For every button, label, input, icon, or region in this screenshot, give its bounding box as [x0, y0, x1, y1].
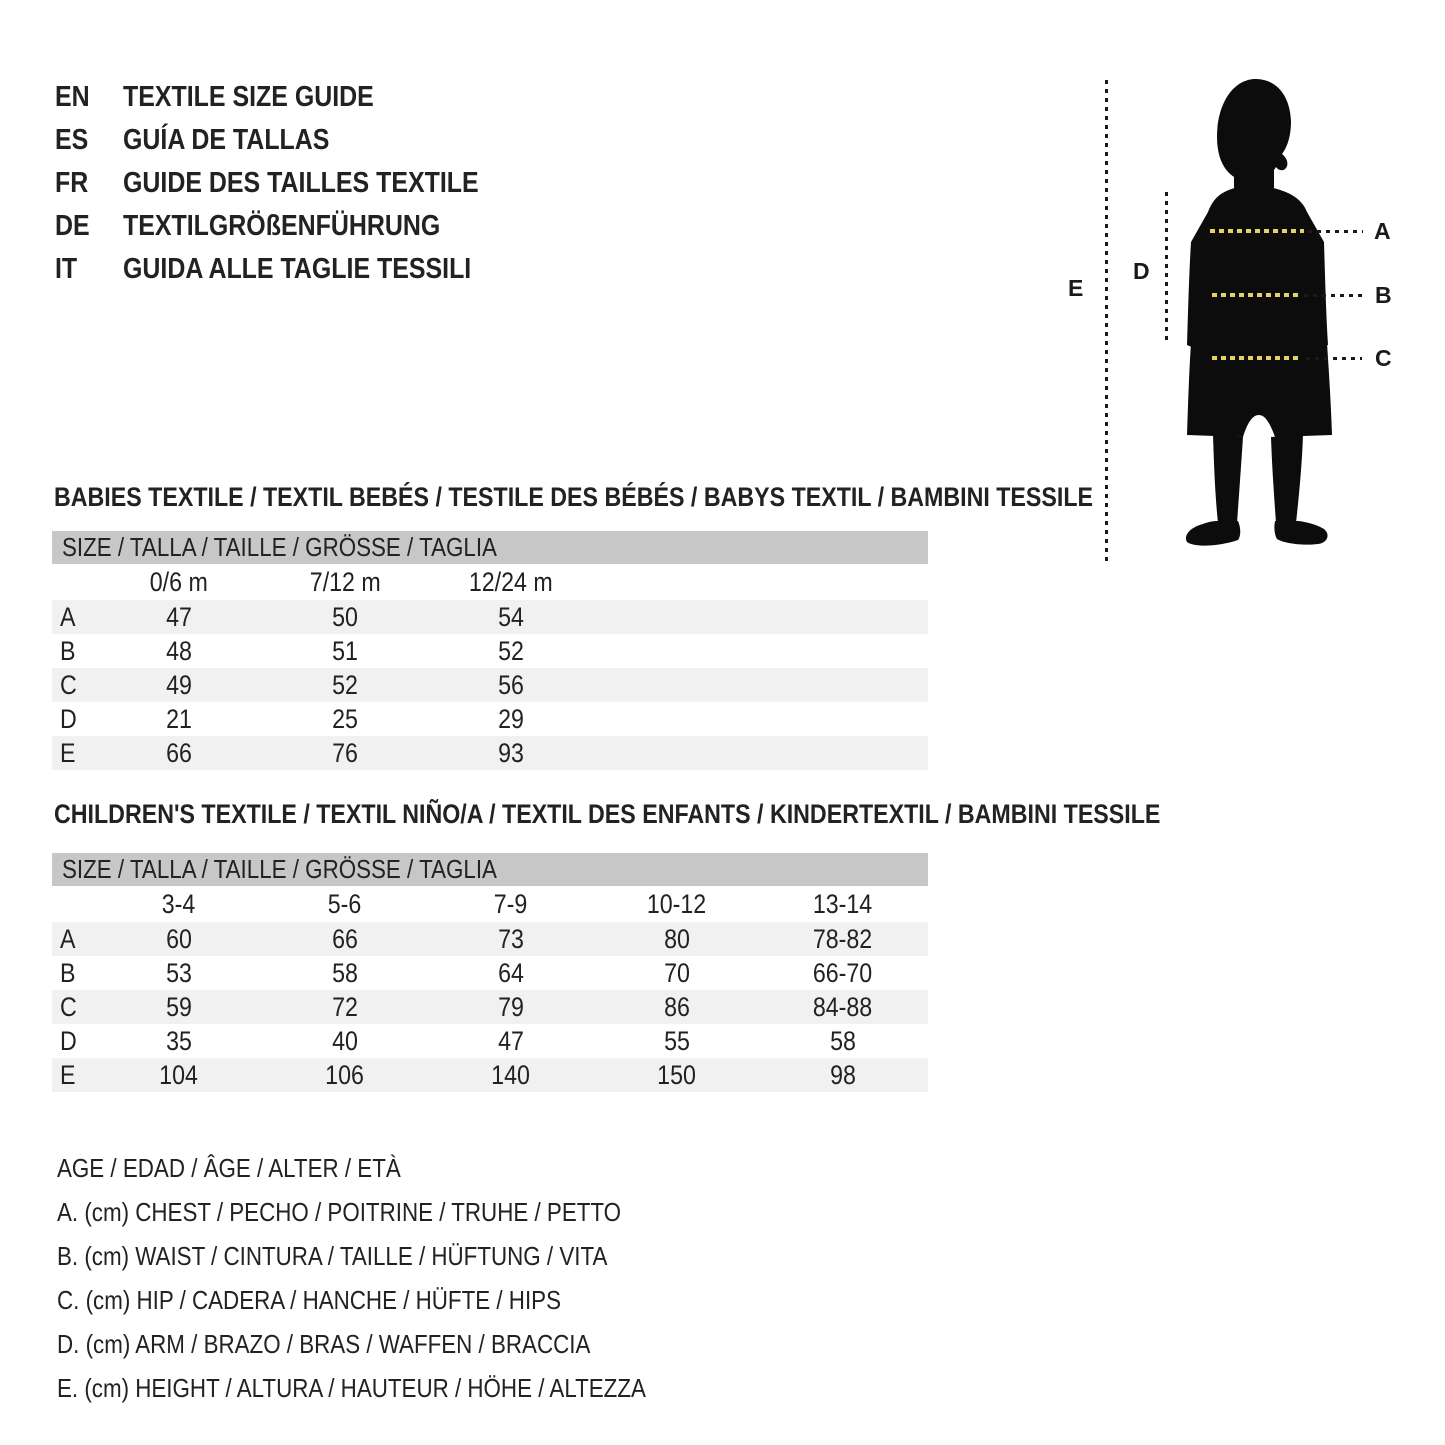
cell — [262, 958, 428, 989]
table-row-D — [52, 702, 928, 736]
lang-title-text: TEXTILGRÖßENFÜHRUNG — [123, 210, 441, 242]
silhouette-left-shoe — [1186, 521, 1240, 546]
legend-line-age — [57, 1146, 742, 1190]
babies-size-table — [52, 531, 928, 770]
cell-text: 106 — [325, 1059, 365, 1090]
cell — [594, 958, 760, 989]
cell-text: 21 — [166, 703, 192, 734]
lang-title-text: TEXTILE SIZE GUIDE — [123, 81, 374, 113]
cell-text: 50 — [332, 601, 358, 632]
cell-text: 60 — [166, 923, 192, 954]
table-row-A — [52, 922, 928, 956]
row-label-text: C — [60, 991, 77, 1022]
cell-text: 52 — [498, 635, 524, 666]
lang-row-de — [55, 205, 537, 248]
children-size-bar-text: SIZE / TALLA / TAILLE / GRÖSSE / TAGLIA — [62, 854, 497, 884]
row-label-text: C — [60, 669, 77, 700]
cell-text: 150 — [657, 1059, 697, 1090]
column-header-text: 5-6 — [328, 888, 362, 919]
lang-code — [55, 167, 123, 200]
cell — [760, 1060, 926, 1091]
row-label — [52, 704, 96, 735]
cell — [760, 958, 926, 989]
cell — [96, 738, 262, 769]
babies-section-heading — [54, 482, 1262, 513]
column-header — [760, 889, 926, 920]
cell-text: 58 — [332, 957, 358, 988]
cell-text: 40 — [332, 1025, 358, 1056]
waist-measure-dash-B — [1212, 293, 1300, 297]
lang-title-text: GUÍA DE TALLAS — [123, 124, 330, 156]
legend-line-text: B. (cm) WAIST / CINTURA / TAILLE / HÜFTUNG / VITA — [57, 1240, 608, 1271]
cell — [262, 636, 428, 667]
cell — [594, 992, 760, 1023]
cell — [428, 704, 594, 735]
legend-line-text: AGE / EDAD / ÂGE / ALTER / ETÀ — [57, 1152, 401, 1183]
cell — [96, 636, 262, 667]
measure-label-A: A — [1374, 218, 1391, 244]
children-size-bar — [52, 853, 928, 886]
waist-leader-dots-B — [1304, 294, 1362, 297]
legend-line-text: C. (cm) HIP / CADERA / HANCHE / HÜFTE / HIPS — [57, 1284, 561, 1315]
lang-code-text: DE — [55, 210, 90, 242]
cell — [96, 1026, 262, 1057]
lang-title — [123, 81, 415, 114]
cell — [96, 992, 262, 1023]
cell — [594, 924, 760, 955]
cell — [428, 992, 594, 1023]
cell — [428, 1060, 594, 1091]
cell — [428, 924, 594, 955]
lang-title — [123, 124, 363, 157]
row-label-text: B — [60, 635, 76, 666]
cell-text: 66 — [166, 737, 192, 768]
cell-text: 66 — [332, 923, 358, 954]
row-label-text: E — [60, 737, 76, 768]
table-row-B — [52, 634, 928, 668]
cell — [96, 704, 262, 735]
column-header — [96, 567, 262, 598]
lang-title-text: GUIDA ALLE TAGLIE TESSILI — [123, 253, 472, 285]
cell-text: 55 — [664, 1025, 690, 1056]
measure-label-C: C — [1375, 345, 1392, 371]
lang-title — [123, 210, 492, 243]
legend-line-text: D. (cm) ARM / BRAZO / BRAS / WAFFEN / BRACCIA — [57, 1328, 591, 1359]
cell — [96, 924, 262, 955]
cell-text: 76 — [332, 737, 358, 768]
cell-text: 140 — [491, 1059, 531, 1090]
cell-text: 51 — [332, 635, 358, 666]
cell-text: 52 — [332, 669, 358, 700]
measure-label-B: B — [1375, 282, 1392, 308]
cell — [428, 958, 594, 989]
cell-text: 86 — [664, 991, 690, 1022]
hip-measure-dash-C — [1212, 356, 1302, 360]
table-row-E — [52, 1058, 928, 1092]
arm-measure-line-D — [1165, 192, 1168, 345]
lang-code — [55, 210, 123, 243]
row-label — [52, 924, 96, 955]
measure-label-D: D — [1133, 258, 1150, 284]
cell — [262, 704, 428, 735]
row-label-text: D — [60, 1025, 77, 1056]
chest-leader-dots-A — [1308, 230, 1363, 233]
silhouette-head — [1217, 79, 1291, 182]
cell-text: 49 — [166, 669, 192, 700]
babies-size-bar — [52, 531, 928, 564]
cell-text: 58 — [830, 1025, 856, 1056]
cell — [96, 602, 262, 633]
babies-size-bar-text: SIZE / TALLA / TAILLE / GRÖSSE / TAGLIA — [62, 532, 497, 562]
cell — [594, 1026, 760, 1057]
lang-code-text: ES — [55, 124, 89, 156]
cell — [428, 636, 594, 667]
column-header-text: 12/24 m — [469, 566, 553, 597]
cell-text: 79 — [498, 991, 524, 1022]
legend-line-waist — [57, 1234, 742, 1278]
cell-text: 84-88 — [813, 991, 873, 1022]
column-header — [594, 889, 760, 920]
table-row-D — [52, 1024, 928, 1058]
legend-line-text: E. (cm) HEIGHT / ALTURA / HAUTEUR / HÖHE / ALTEZZA — [57, 1372, 646, 1403]
cell-text: 66-70 — [813, 957, 873, 988]
cell-text: 104 — [159, 1059, 199, 1090]
chest-measure-dash-A — [1210, 229, 1304, 233]
row-label-text: A — [60, 923, 76, 954]
lang-code-text: EN — [55, 81, 90, 113]
row-label — [52, 670, 96, 701]
cell-text: 59 — [166, 991, 192, 1022]
row-label — [52, 1026, 96, 1057]
legend-line-height — [57, 1366, 742, 1410]
language-header — [55, 76, 537, 291]
cell — [760, 992, 926, 1023]
silhouette-right-leg — [1271, 435, 1303, 523]
cell-text: 98 — [830, 1059, 856, 1090]
column-header-text: 0/6 m — [149, 566, 209, 597]
cell-text: 25 — [332, 703, 358, 734]
cell-text: 72 — [332, 991, 358, 1022]
row-label — [52, 992, 96, 1023]
legend-line-chest — [57, 1190, 742, 1234]
table-row-E — [52, 736, 928, 770]
column-header — [96, 889, 262, 920]
cell — [262, 738, 428, 769]
cell — [428, 602, 594, 633]
cell-text: 70 — [664, 957, 690, 988]
cell-text: 47 — [166, 601, 192, 632]
hip-leader-dots-C — [1306, 357, 1362, 360]
cell — [428, 738, 594, 769]
cell — [428, 1026, 594, 1057]
cell-text: 53 — [166, 957, 192, 988]
lang-row-en — [55, 76, 537, 119]
cell — [262, 924, 428, 955]
column-header-text: 3-4 — [162, 888, 196, 919]
column-header-text: 7-9 — [494, 888, 528, 919]
cell — [96, 958, 262, 989]
cell-text: 54 — [498, 601, 524, 632]
cell — [594, 1060, 760, 1091]
row-label — [52, 738, 96, 769]
lang-row-fr — [55, 162, 537, 205]
lang-code — [55, 253, 123, 286]
column-header — [428, 889, 594, 920]
cell — [262, 1060, 428, 1091]
lang-row-it — [55, 248, 537, 291]
cell — [428, 670, 594, 701]
row-label-text: A — [60, 601, 76, 632]
cell — [262, 992, 428, 1023]
legend-line-hip — [57, 1278, 742, 1322]
lang-code — [55, 81, 123, 114]
cell — [262, 1026, 428, 1057]
row-label — [52, 636, 96, 667]
cell — [96, 1060, 262, 1091]
column-header-text: 10-12 — [647, 888, 707, 919]
children-section-heading-text: CHILDREN'S TEXTILE / TEXTIL NIÑO/A / TEXTIL DES ENFANTS / KINDERTEXTIL / BAMBINI TESSILE — [54, 799, 1161, 829]
lang-title-text: GUIDE DES TAILLES TEXTILE — [123, 167, 479, 199]
cell-text: 35 — [166, 1025, 192, 1056]
row-label-text: D — [60, 703, 77, 734]
cell-text: 47 — [498, 1025, 524, 1056]
legend-line-arm — [57, 1322, 742, 1366]
babies-column-header-row — [52, 564, 928, 600]
cell — [262, 670, 428, 701]
legend-line-text: A. (cm) CHEST / PECHO / POITRINE / TRUHE / PETTO — [57, 1196, 622, 1227]
column-header — [262, 567, 428, 598]
table-row-A — [52, 600, 928, 634]
lang-code-text: FR — [55, 167, 89, 199]
lang-code — [55, 124, 123, 157]
row-label — [52, 958, 96, 989]
lang-title — [123, 167, 537, 200]
silhouette-right-shoe — [1274, 521, 1327, 545]
table-row-C — [52, 668, 928, 702]
cell — [760, 1026, 926, 1057]
children-column-header-row — [52, 886, 928, 922]
row-label-text: E — [60, 1059, 76, 1090]
table-row-C — [52, 990, 928, 1024]
cell-text: 78-82 — [813, 923, 873, 954]
cell-text: 73 — [498, 923, 524, 954]
cell-text: 93 — [498, 737, 524, 768]
row-label — [52, 602, 96, 633]
measure-label-E: E — [1068, 275, 1084, 301]
silhouette-torso — [1187, 188, 1328, 356]
cell-text: 64 — [498, 957, 524, 988]
row-label — [52, 1060, 96, 1091]
cell-text: 48 — [166, 635, 192, 666]
column-header — [262, 889, 428, 920]
children-size-table — [52, 853, 928, 1092]
cell — [262, 602, 428, 633]
table-row-B — [52, 956, 928, 990]
lang-row-es — [55, 119, 537, 162]
children-section-heading — [54, 799, 1341, 830]
measurement-legend — [57, 1146, 742, 1410]
row-label-text: B — [60, 957, 76, 988]
column-header-text: 7/12 m — [309, 566, 381, 597]
cell-text: 56 — [498, 669, 524, 700]
column-header-text: 13-14 — [813, 888, 873, 919]
cell — [760, 924, 926, 955]
lang-code-text: IT — [55, 253, 78, 285]
cell-text: 80 — [664, 923, 690, 954]
babies-section-heading-text: BABIES TEXTILE / TEXTIL BEBÉS / TESTILE DES BÉBÉS / BABYS TEXTIL / BAMBINI TESSILE — [54, 482, 1094, 512]
cell — [96, 670, 262, 701]
cell-text: 29 — [498, 703, 524, 734]
lang-title — [123, 253, 528, 286]
column-header — [428, 567, 594, 598]
